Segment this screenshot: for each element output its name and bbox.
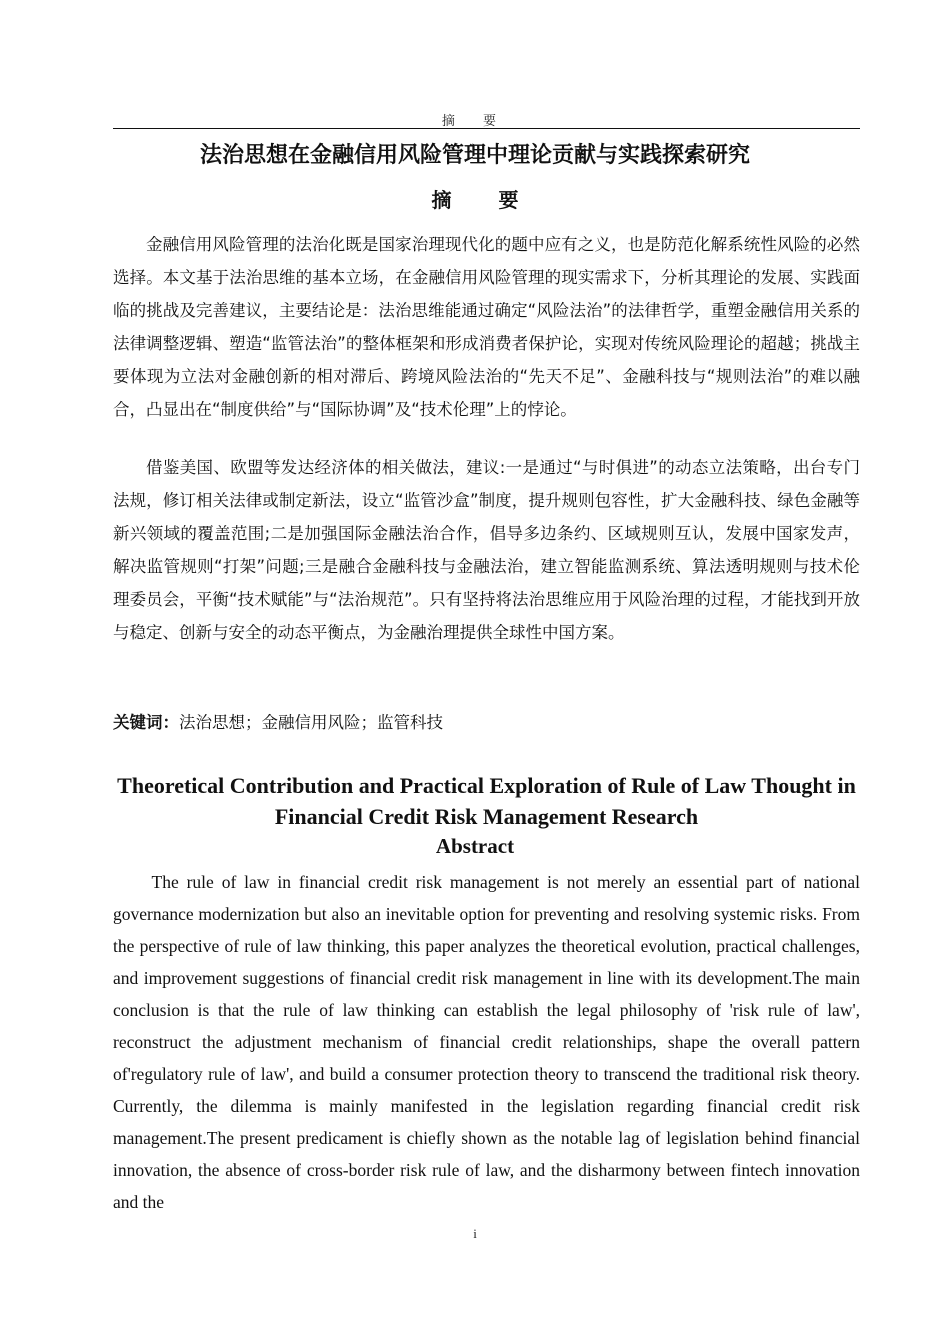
- english-abstract-paragraph: The rule of law in financial credit risk management is not merely an essential part of national governance modernization but also an inevitable option for preventing and resolving systemic risks. From the perspective of rule of law thinking, this paper analyzes the theoretical evolution, practical challenges, and improvement suggestions of financial credit risk management in line with its development.The main conclusion is that the rule of law thinking can establish the legal philosophy of 'risk rule of law', reconstruct the adjustment mechanism of financial credit relationships, shape the overall pattern of'regulatory rule of law', and build a consumer protection theory to transcend the traditional risk theory. Currently, the dilemma is mainly manifested in the legislation regarding financial credit risk management.The present predicament is chiefly shown as the notable lag of legislation behind financial innovation, the absence of cross-border risk rule of law, and the disharmony between fintech innovation and the: [113, 872, 860, 1212]
- english-abstract-heading: Abstract: [435, 834, 515, 858]
- chinese-keywords: [113, 706, 860, 739]
- chinese-abstract-paragraph-1: 金融信用风险管理的法治化既是国家治理现代化的题中应有之义，也是防范化解系统性风险的必然选择。本文基于法治思维的基本立场，在金融信用风险管理的现实需求下，分析其理论的发展、实践面临的挑战及完善建议，主要结论是：法治思维能通过确定“风险法治”的法律哲学，重塑金融信用关系的法律调整逻辑、塑造“监管法治”的整体框架和形成消费者保护论，实现对传统风险理论的超越；挑战主要体现为立法对金融创新的相对滞后、跨境风险法治的“先天不足”、金融科技与“规则法治”的难以融合，凸显出在“制度供给”与“国际协调”及“技术伦理”上的悖论。: [113, 235, 860, 419]
- chinese-abstract-paragraph-2: 借鉴美国、欧盟等发达经济体的相关做法，建议:一是通过“与时俱进”的动态立法策略，出台专门法规，修订相关法律或制定新法，设立“监管沙盒”制度，提升规则包容性，扩大金融科技、绿色金融等新兴领域的覆盖范围;二是加强国际金融法治合作，倡导多边条约、区域规则互认，发展中国家发声，解决监管规则“打架”问题;三是融合金融科技与金融法治，建立智能监测系统、算法透明规则与技术伦理委员会，平衡“技术赋能”与“法治规范”。只有坚持将法治思维应用于风险治理的过程，才能找到开放与稳定、创新与安全的动态平衡点，为金融治理提供全球性中国方案。: [113, 458, 860, 642]
- running-header: 摘 要: [441, 114, 509, 129]
- chinese-title: 法治思想在金融信用风险管理中理论贡献与实践探索研究: [199, 143, 750, 168]
- header-rule: [113, 128, 860, 129]
- chinese-abstract-heading: 摘 要: [431, 188, 539, 212]
- page-number: i: [473, 1226, 477, 1241]
- keywords-label: 关键词：: [113, 713, 179, 732]
- english-title: Theoretical Contribution and Practical Exploration of Rule of Law Thought in Financial Credit Risk Management Research: [117, 773, 856, 829]
- keywords-list: 法治思想；金融信用风险；监管科技: [179, 713, 443, 732]
